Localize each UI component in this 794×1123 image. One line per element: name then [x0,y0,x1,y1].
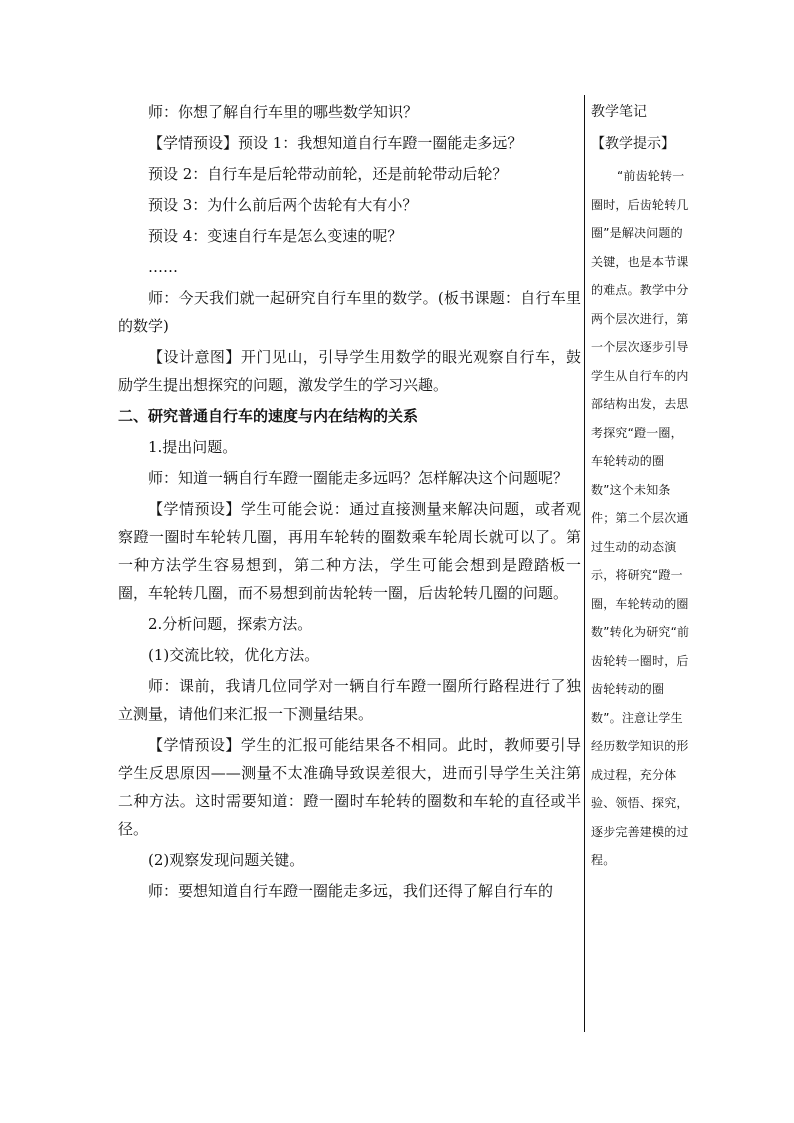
teacher-statement: 师：课前，我请几位同学对一辆自行车蹬一圈所行路程进行了独立测量，请他们来汇报一下测量结果。 [118,677,581,723]
substep-1-title: (1)交流比较，优化方法。 [148,646,320,664]
ellipsis: …… [148,258,178,276]
step-1-title: 1.提出问题。 [148,438,238,456]
teacher-intro: 师：今天我们就一起研究自行车里的数学。(板书课题：自行车里的数学) [118,289,581,335]
section-heading: 二、研究普通自行车的速度与内在结构的关系 [118,407,419,425]
student-preset-2: 【学情预设】学生的汇报可能结果各不相同。此时，教师要引导学生反思原因——测量不太准确导致误差很大，进而引导学生关注第二种方法。这时需要知道：蹬一圈时车轮转的圈数和车轮的直径或半径。 [118,736,581,838]
preset-4: 预设 4：变速自行车是怎么变速的呢？ [148,227,403,245]
lesson-body [118,98,581,905]
preset-3: 预设 3：为什么前后两个齿轮有大有小？ [148,196,418,214]
teacher-question: 师：你想了解自行车里的哪些数学知识？ [148,103,419,121]
preset-1: 【学情预设】预设 1：我想知道自行车蹬一圈能走多远？ [148,134,523,152]
sidebar-tip-body: “前齿轮转一圈时，后齿轮转几圈”是解决问题的关键，也是本节课的难点。教学中分两个层次进行，第一个层次逐步引导学生从自行车的内部结构出发，去思考探究“蹬一圈，车轮转动的圈数”这个未知条件；第二个层次通过生动的动态演示，将研究“蹬一圈，车轮转动的圈数”转化为研究“前齿轮转一圈时，后齿轮转动的圈数”。注意让学生经历数学知识的形成过程，充分体验、领悟、探究，逐步完善建模的过程。 [591,169,690,867]
teaching-notes-sidebar [591,100,695,875]
teacher-question-2: 师：知道一辆自行车蹬一圈能走多远吗？怎样解决这个问题呢？ [148,469,569,487]
design-intent: 【设计意图】开门见山，引导学生用数学的眼光观察自行车，鼓励学生提出想探究的问题，激发学生的学习兴趣。 [118,348,581,394]
substep-2-title: (2)观察发现问题关键。 [148,851,305,869]
teacher-statement-2: 师：要想知道自行车蹬一圈能走多远，我们还得了解自行车的 [148,882,554,900]
student-preset-1: 【学情预设】学生可能会说：通过直接测量来解决问题，或者观察蹬一圈时车轮转几圈，再用车轮转的圈数乘车轮周长就可以了。第一种方法学生容易想到，第二种方法，学生可能会想到是蹬踏板一圈，车轮转几圈，而不易想到前齿轮转一圈，后齿轮转几圈的问题。 [118,500,581,602]
sidebar-tip-label: 【教学提示】 [591,136,675,152]
column-divider [584,95,585,1032]
step-2-title: 2.分析问题，探索方法。 [148,615,313,633]
sidebar-title: 教学笔记 [591,104,647,120]
preset-2: 预设 2：自行车是后轮带动前轮，还是前轮带动后轮？ [148,165,508,183]
